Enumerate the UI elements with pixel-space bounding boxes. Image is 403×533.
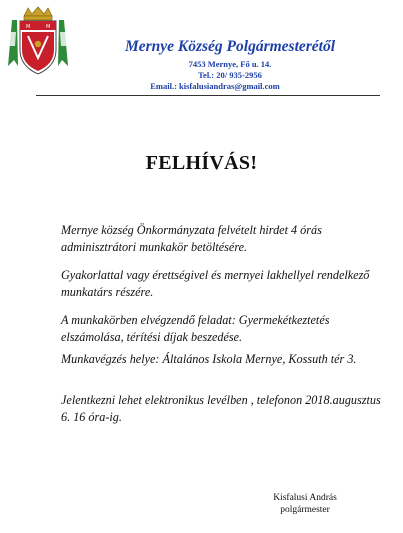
signature-block xyxy=(255,492,355,516)
notice-paragraph: Munkavégzés helye: Általános Iskola Mernye, Kossuth tér 3. xyxy=(61,352,357,366)
notice-title: FELHÍVÁS! xyxy=(145,152,258,174)
notice-paragraph: Jelentkezni lehet elektronikus levélben , telefonon 2018.augusztus 6. 16 óra-ig. xyxy=(61,393,381,424)
notice-paragraph: A munkakörben elvégzendő feladat: Gyermekétkeztetés elszámolása, térítési díjak beszedése. xyxy=(61,313,330,344)
svg-text:M: M xyxy=(26,24,31,30)
notice-paragraph: Mernye község Önkormányzata felvételt hirdet 4 órás adminisztrátori munkakör betöltésére. xyxy=(61,223,322,254)
mernye-coat-of-arms-icon xyxy=(6,6,70,78)
svg-text:M: M xyxy=(46,24,51,30)
letterhead-email: Email.: kisfalusiandras@gmail.com xyxy=(150,81,280,91)
letterhead-title: Mernye Község Polgármesterétől xyxy=(124,38,336,55)
signature-name: Kisfalusi András xyxy=(273,493,337,503)
letterhead-divider xyxy=(36,95,380,96)
signature-role: polgármester xyxy=(280,505,330,515)
notice-paragraph: Gyakorlattal vagy érettségivel és mernyei lakhellyel rendelkező munkatárs részére. xyxy=(61,268,370,299)
letterhead-phone: Tel.: 20/ 935-2956 xyxy=(198,70,262,80)
letterhead-address: 7453 Mernye, Fő u. 14. xyxy=(188,59,272,69)
